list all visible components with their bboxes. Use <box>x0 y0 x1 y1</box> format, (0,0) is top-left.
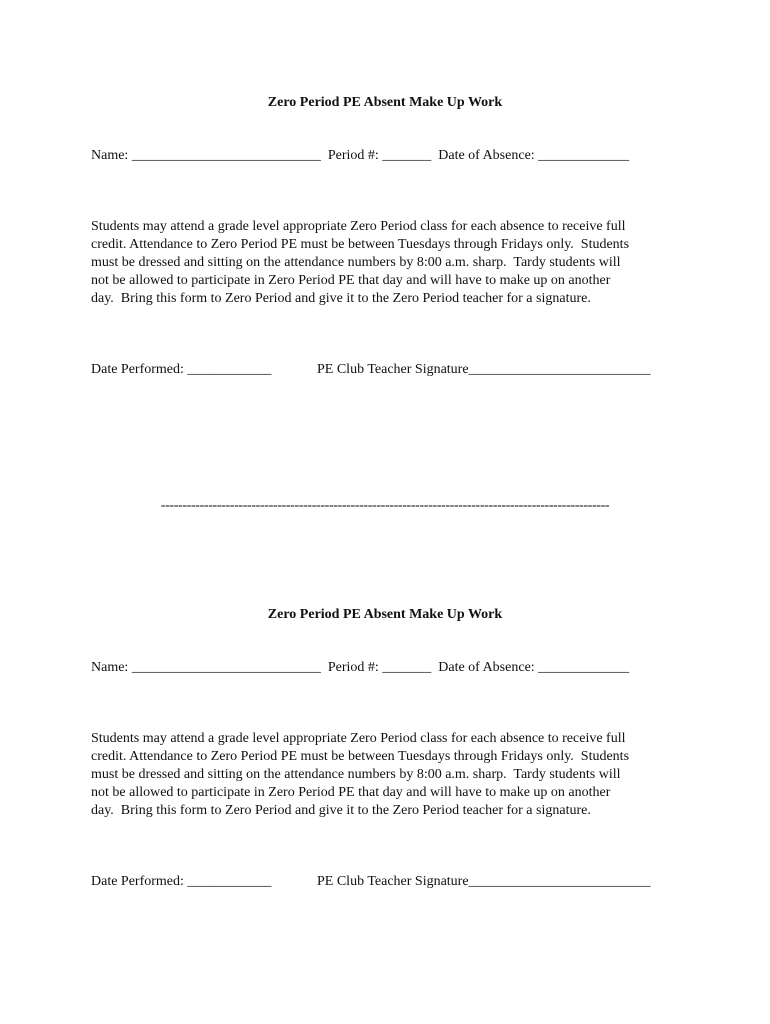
instructions-line: Students may attend a grade level appropriate Zero Period class for each absence to receive full <box>91 219 626 234</box>
form-title: Zero Period PE Absent Make Up Work <box>267 607 503 622</box>
teacher-signature-field: PE Club Teacher Signature__________________________ <box>317 362 651 377</box>
instructions-line: must be dressed and sitting on the attendance numbers by 8:00 a.m. sharp. Tardy students will <box>91 767 621 782</box>
form-title: Zero Period PE Absent Make Up Work <box>267 95 503 110</box>
teacher-signature-field: PE Club Teacher Signature__________________________ <box>317 874 651 889</box>
instructions-line: day. Bring this form to Zero Period and give it to the Zero Period teacher for a signature. <box>91 291 591 306</box>
instructions-paragraph <box>91 730 691 820</box>
instructions-paragraph <box>91 218 691 308</box>
instructions-line: Students may attend a grade level appropriate Zero Period class for each absence to receive full <box>91 731 626 746</box>
student-info-fields: Name: ___________________________ Period #: _______ Date of Absence: _____________ <box>91 660 630 675</box>
instructions-line: credit. Attendance to Zero Period PE must be between Tuesdays through Fridays only. Students <box>91 237 630 252</box>
date-performed-field: Date Performed: ____________ <box>91 362 272 377</box>
instructions-line: day. Bring this form to Zero Period and give it to the Zero Period teacher for a signature. <box>91 803 591 818</box>
student-info-fields: Name: ___________________________ Period #: _______ Date of Absence: _____________ <box>91 148 630 163</box>
cut-line-divider: -------------------------------------------------------------------------------------------------------- <box>160 498 610 513</box>
instructions-line: not be allowed to participate in Zero Period PE that day and will have to make up on another <box>91 785 611 800</box>
instructions-line: not be allowed to participate in Zero Period PE that day and will have to make up on another <box>91 273 611 288</box>
instructions-line: must be dressed and sitting on the attendance numbers by 8:00 a.m. sharp. Tardy students will <box>91 255 621 270</box>
date-performed-field: Date Performed: ____________ <box>91 874 272 889</box>
instructions-line: credit. Attendance to Zero Period PE must be between Tuesdays through Fridays only. Students <box>91 749 630 764</box>
